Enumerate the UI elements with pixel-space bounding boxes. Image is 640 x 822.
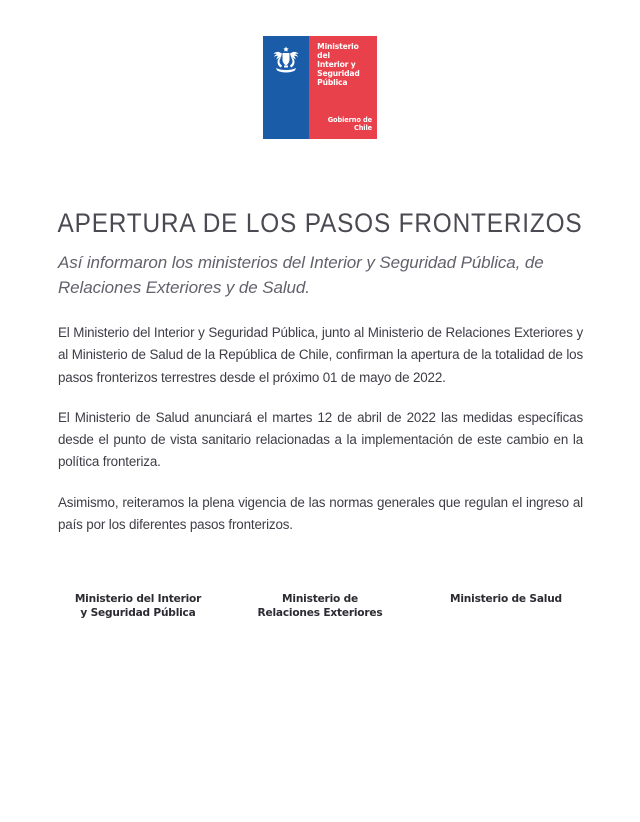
logo-ministry-line-1: Ministerio del [317, 42, 359, 60]
signature-foreign-affairs-line-2: Relaciones Exteriores [257, 607, 383, 619]
document-subtitle: Así informaron los ministerios del Interior y Seguridad Pública, de Relaciones Exteriores y de Salud. [58, 253, 544, 297]
logo-ministry-line-2: Interior y [317, 59, 356, 69]
document-body [58, 250, 583, 536]
government-logo [263, 36, 377, 139]
signature-foreign-affairs [240, 592, 400, 620]
body-paragraph-1: El Ministerio del Interior y Seguridad Pública, junto al Ministerio de Relaciones Exteriores y al Ministerio de Salud de la República de Chile, confirman la apertura de la totalidad de los pasos fronterizos terrestres desde el próximo 01 de mayo de 2022. [58, 325, 583, 385]
signature-health-line-1: Ministerio de Salud [450, 593, 562, 605]
signature-interior-line-2: y Seguridad Pública [80, 607, 196, 619]
logo-red-panel [309, 36, 377, 139]
signature-block [58, 592, 583, 632]
signature-health [426, 592, 586, 606]
body-paragraph-2: El Ministerio de Salud anunciará el martes 12 de abril de 2022 las medidas específicas desde el punto de vista sanitario relacionadas a la implementación de este cambio en la política fronteriza. [58, 409, 583, 470]
logo-government-label: Gobierno de Chile [327, 116, 372, 132]
chile-coat-of-arms-icon [269, 45, 303, 75]
logo-ministry-line-4: Pública [317, 77, 348, 87]
logo-ministry-name [317, 43, 373, 88]
logo-ministry-line-3: Seguridad [317, 68, 360, 78]
signature-foreign-affairs-line-1: Ministerio de [282, 593, 358, 605]
logo-blue-panel [263, 36, 309, 139]
signature-interior [58, 592, 218, 620]
signature-interior-line-1: Ministerio del Interior [74, 593, 202, 605]
page-title: APERTURA DE LOS PASOS FRONTERIZOS [57, 207, 583, 238]
body-paragraph-3: Asimismo, reiteramos la plena vigencia de las normas generales que regulan el ingreso al país por los diferentes pasos fronterizos. [58, 494, 583, 533]
